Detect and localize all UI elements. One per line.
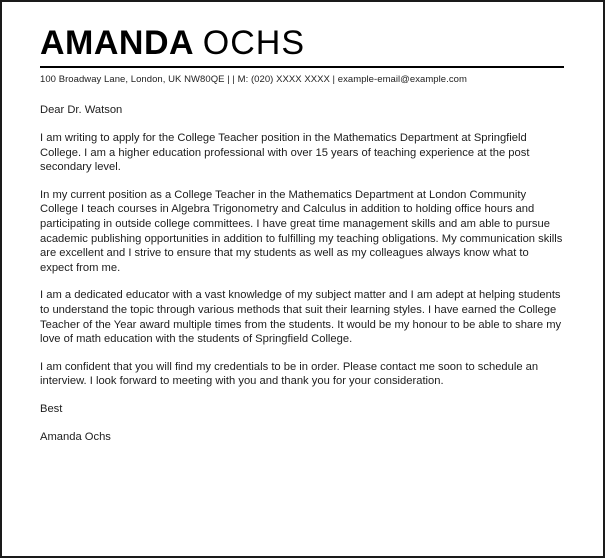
paragraph-2: In my current position as a College Teacher in the Mathematics Department at London Community College I teach courses in Algebra Trigonometry and Calculus in addition to holding office hours and participating in outside college committees. I have great time management skills and am able to pursue academic publishing opportunities in addition to fulfilling my teaching obligations. My communication skills are excellent and I strive to ensure that my students as well as my colleagues always know what to expect from me. — [40, 188, 563, 274]
closing: Best — [40, 402, 63, 415]
first-name: AMANDA — [40, 24, 193, 62]
cover-letter — [40, 24, 564, 445]
paragraph-4: I am confident that you will find my credentials to be in order. Please contact me soon to schedule an interview. I look forward to meeting with you and thank you for your consideration. — [40, 360, 539, 388]
signature: Amanda Ochs — [40, 430, 111, 443]
letterhead-divider — [40, 66, 564, 68]
paragraph-3: I am a dedicated educator with a vast knowledge of my subject matter and I am adept at helping students to understand the topic through various methods that suit their learning styles. I have earned the College Teacher of the Year award multiple times from the students. It would be my honour to be able to share my love of math education with the students of Springfield College. — [40, 289, 562, 346]
last-name: OCHS — [202, 24, 306, 62]
letterhead-name — [40, 24, 564, 62]
contact-line: 100 Broadway Lane, London, UK NW80QE | | M: (020) XXXX XXXX | example-email@example.com — [40, 74, 467, 85]
paragraph-1: I am writing to apply for the College Teacher position in the Mathematics Department at Springfield College. I am a higher education professional with over 15 years of teaching experience at the post secondary level. — [40, 132, 530, 174]
salutation: Dear Dr. Watson — [40, 104, 123, 116]
letter-body — [40, 103, 564, 445]
